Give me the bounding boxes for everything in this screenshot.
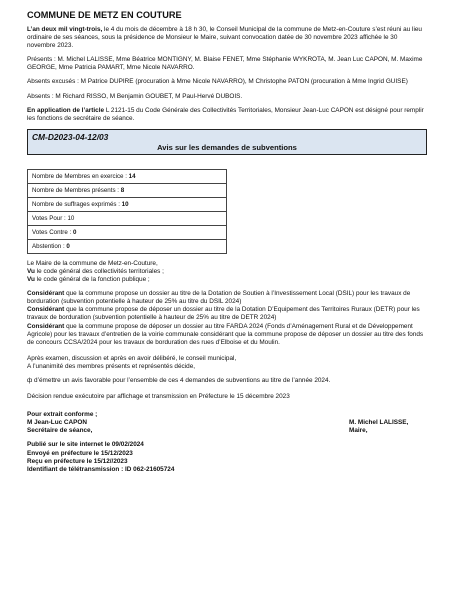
table-row [28,211,227,225]
count-cell [28,239,227,253]
secretary-signature [27,411,97,435]
deliberation-subject: Avis sur les demandes de subventions [157,142,297,152]
consideration-item [27,323,427,347]
signature-line: Maire, [349,427,368,435]
consideration-text: que la commune propose un dossier au titre de la Dotation de Soutien à l’Investissement Local (DSIL) pour les travaux de borduration (subvention potentielle à hauteur de 25% au titre du DSIL 2024) [27,290,411,306]
considerations-block [27,290,427,347]
count-label: Abstention : [32,242,67,250]
table-row [28,225,227,239]
count-value: 10 [67,214,75,222]
intro-lead: L’an deux mil vingt-trois, [27,26,103,33]
consideration-item [27,290,427,306]
table-row [28,197,227,211]
count-cell [28,197,227,211]
consideration-text: que la commune propose de déposer un dossier au titre FARDA 2024 (Fonds d’Aménagement Rural et de Développement Agricole) pour les travaux d’entretien de la voirie communale considérant que la commune propose de déposer un dossier au titre des fonds de concours CCSA/2024 pour les travaux de borduration des rues d’Elboise et du Moulin. [27,322,424,346]
count-value: 10 [121,200,129,208]
count-cell [28,183,227,197]
secretary-appointment [27,107,427,123]
count-value: 0 [66,242,70,250]
signature-line: M Jean-Luc CAPON [27,419,88,427]
visa-text: le code général de la fonction publique ; [34,276,150,284]
consideration-lead: Considérant [27,290,65,298]
count-cell [28,225,227,239]
decision-line: ф d’émettre un avis favorable pour l’ensemble de ces 4 demandes de subventions au titre de l’année 2024. [27,376,331,384]
table-row [28,169,227,183]
signature-line: M. Michel LALISSE, [349,419,409,427]
intro-text: le 4 du mois de décembre à 18 h 30, le Conseil Municipal de la commune de Metz-en-Couture s’est réuni au lieu ordinaire de ses séances, sous la présidence de Monsieur le Maire, suivant convocation datée de 30 novembre 2023 affichée le 30 novembre 2023. [27,26,422,50]
decision-line: Après examen, discussion et après en avoir délibéré, le conseil municipal, [27,354,237,362]
mayor-line: Le Maire de la commune de Metz-en-Couture, [27,259,158,267]
document-page [27,10,427,474]
publication-line: Reçu en préfecture le 15/12//2023 [27,457,128,465]
visa-lead: Vu [27,276,35,284]
visa-item [27,268,427,276]
intro-paragraph [27,26,427,50]
signature-line: Pour extrait conforme ; [27,411,98,419]
count-label: Nombre de Membres présents : [32,186,121,194]
mayor-signature [349,419,427,435]
count-value: 14 [128,172,136,180]
present-members: Présents : M. Michel LALISSE, Mme Béatrice MONTIGNY, M. Blaise FENET, Mme Stéphanie WYKROTA, M. Jean Luc CAPON, M. Maxime GEORGE, Mme Patricia PAMART, Mme Nicole NAVARRO. [27,56,423,72]
count-value: 8 [120,186,125,194]
enforceability-statement: Décision rendue exécutoire par affichage et transmission en Préfecture le 15 décembre 2023 [27,393,290,401]
consideration-lead: Considérant [27,322,65,330]
consideration-item [27,306,427,322]
consideration-text: que la commune propose de déposer un dossier au titre de la Dotation D’Equipement des Territoires Ruraux (DETR) pour les travaux de borduration (subvention potentielle à hauteur de 25% au titre de DETR 2024) [27,306,420,322]
publication-line: Envoyé en préfecture le 15/12/2023 [27,449,133,457]
count-label: Votes Pour : [32,214,68,222]
signature-block [27,411,427,435]
count-label: Votes Contre : [32,228,73,236]
vote-counts-table [27,169,227,254]
page-title: COMMUNE DE METZ EN COUTURE [27,10,182,20]
table-row [28,183,227,197]
secretary-text: L 2121-15 du Code Générale des Collectivités Territoriales, Monsieur Jean-Luc CAPON est désigné pour remplir les fonctions de secrétaire de séance. [27,106,424,122]
absent-members: Absents : M Richard RISSO, M Benjamin GOUBET, M Paul-Hervé DUBOIS. [27,92,243,100]
deliberation-reference: CM-D2023-04-12/03 [32,131,109,142]
visa-lead: Vu [27,267,35,275]
visas-block [27,260,427,284]
count-cell [28,211,227,225]
count-label: Nombre de Membres en exercice : [32,172,129,180]
count-cell [28,169,227,183]
excused-members: Absents excusés : M Patrice DUPIRE (procuration à Mme Nicole NAVARRO), M Christophe PATON (procuration à Mme Ingrid GUISE) [27,78,408,86]
visa-text: le code général des collectivités territoriales ; [34,267,164,275]
decision-line: A l’unanimité des membres présents et représentés décide, [27,362,196,370]
publication-line: Publié sur le site internet le 09/02/2024 [27,441,144,449]
visa-item [27,276,427,284]
publication-line: Identifiant de télétransmission : ID 062-21605724 [27,465,175,473]
publication-block [27,441,427,473]
consideration-lead: Considérant [27,306,65,314]
deliberation-header [27,129,427,155]
count-value: 0 [72,228,77,236]
signature-line: Secrétaire de séance, [27,427,93,435]
secretary-lead: En application de l’article [27,106,105,114]
table-row [28,239,227,253]
decision-block [27,355,427,385]
count-label: Nombre de suffrages exprimés : [32,200,122,208]
